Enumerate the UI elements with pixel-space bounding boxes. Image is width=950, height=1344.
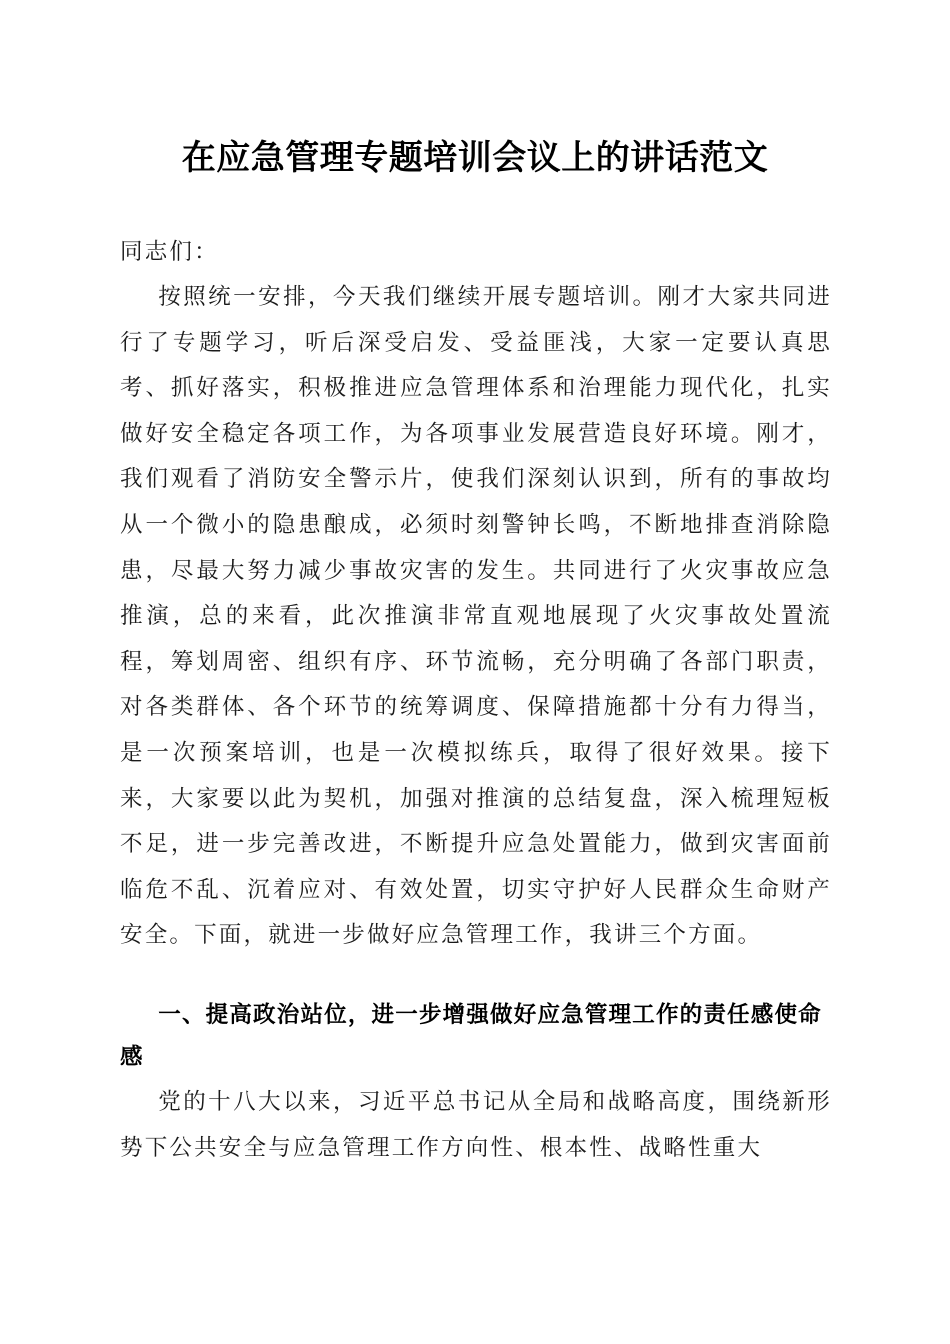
- section-heading: 一、提高政治站位，进一步增强做好应急管理工作的责任感使命感: [120, 1002, 822, 1070]
- body-paragraph: 党的十八大以来，习近平总书记从全局和战略高度，围绕新形势下公共安全与应急管理工作方向性、根本性、战略性重大: [120, 1089, 832, 1161]
- document-title: 在应急管理专题培训会议上的讲话范文: [181, 138, 769, 178]
- salutation: 同志们：: [120, 239, 219, 265]
- body-paragraph: 按照统一安排，今天我们继续开展专题培训。刚才大家共同进行了专题学习，听后深受启发、受益匪浅，大家一定要认真思考、抓好落实，积极推进应急管理体系和治理能力现代化，扎实做好安全稳定各项工作，为各项事业发展营造良好环境。刚才，我们观看了消防安全警示片，使我们深刻认识到，所有的事故均从一个微小的隐患酿成，必须时刻警钟长鸣，不断地排查消除隐患，尽最大努力减少事故灾害的发生。共同进行了火灾事故应急推演，总的来看，此次推演非常直观地展现了火灾事故处置流程，筹划周密、组织有序、环节流畅，充分明确了各部门职责，对各类群体、各个环节的统筹调度、保障措施都十分有力得当，是一次预案培训，也是一次模拟练兵，取得了很好效果。接下来，大家要以此为契机，加强对推演的总结复盘，深入梳理短板不足，进一步完善改进，不断提升应急处置能力，做到灾害面前临危不乱、沉着应对、有效处置，切实守护好人民群众生命财产安全。下面，就进一步做好应急管理工作，我讲三个方面。: [120, 284, 832, 949]
